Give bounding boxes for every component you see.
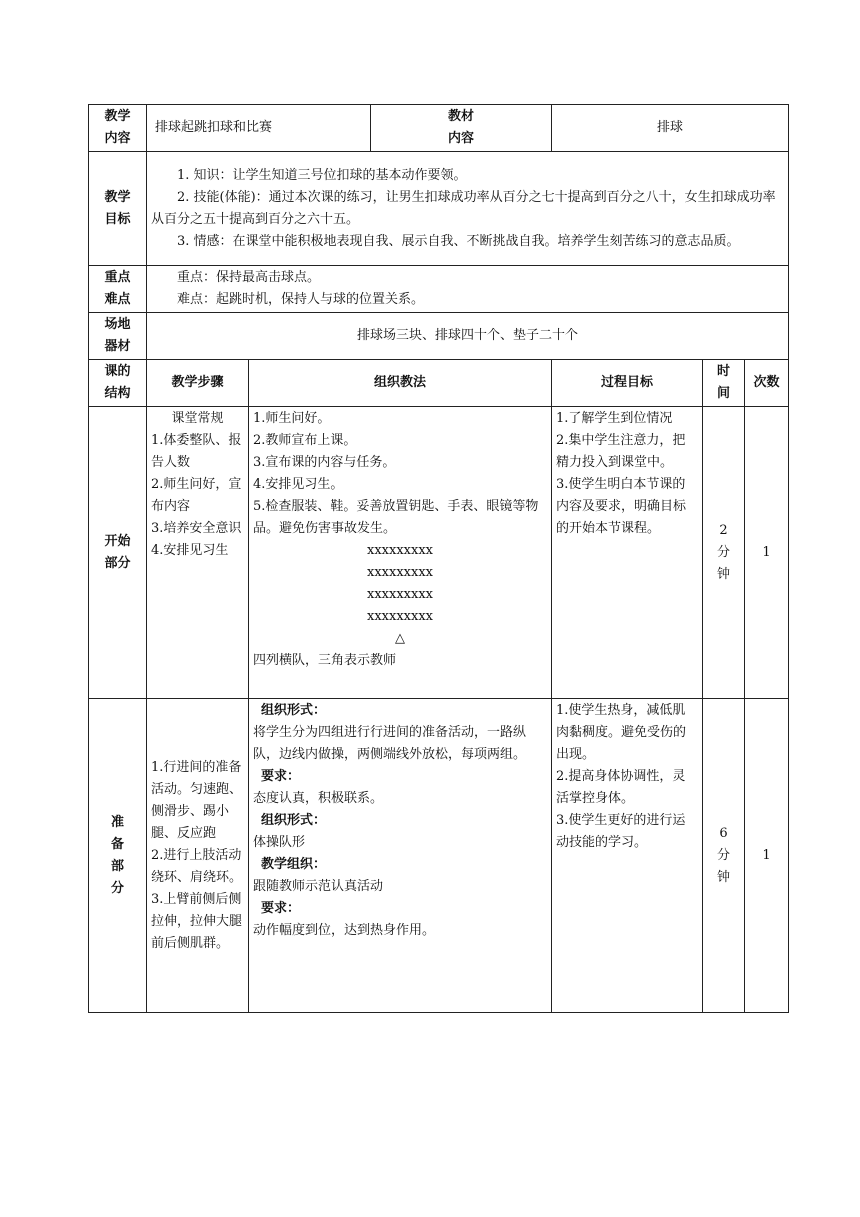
lesson-plan-table	[88, 104, 789, 1013]
material-label: 教材 内容	[371, 105, 552, 152]
section-name: 准 备 部 分	[89, 699, 147, 1013]
goal-item: 3. 情感：在课堂中能积极地表现自我、展示自我、不断挑战自我。培养学生刻苦练习的意志品质。	[177, 233, 740, 249]
row-key-points	[89, 266, 789, 313]
col-time: 时 间	[703, 360, 745, 407]
section-time: 2 分 钟	[703, 407, 745, 699]
objective-item: 1.了解学生到位情况	[556, 411, 673, 426]
method-text: 将学生分为四组进行行进间的准备活动，一路纵队，边线内做操，两侧端线外放松，每项两组。	[253, 725, 527, 762]
venue-value: 排球场三块、排球四十个、垫子二十个	[147, 313, 789, 360]
section-count: 1	[745, 407, 789, 699]
step-item: 1.行进间的准备活动。匀速跑、侧滑步、踢小腿、反应跑	[151, 759, 243, 841]
section-method	[249, 407, 552, 699]
objective-item: 2.提高身体协调性，灵活掌控身体。	[556, 769, 686, 806]
step-item: 4.安排见习生	[151, 543, 229, 558]
method-heading: 组织形式：	[261, 813, 327, 828]
method-item: 3.宣布课的内容与任务。	[253, 455, 396, 470]
col-steps: 教学步骤	[147, 360, 249, 407]
col-structure: 课的 结构	[89, 360, 147, 407]
method-text: 态度认真，积极联系。	[253, 791, 384, 806]
formation-row: xxxxxxxxx	[367, 609, 433, 624]
objective-item: 3.使学生更好的进行运动技能的学习。	[556, 813, 686, 850]
formation-row: xxxxxxxxx	[367, 565, 433, 580]
objective-item: 3.使学生明白本节课的内容及要求，明确目标的开始本节课程。	[556, 477, 687, 536]
formation-diagram	[253, 540, 547, 650]
venue-label: 场地 器材	[89, 313, 147, 360]
content-value: 排球起跳扣球和比赛	[147, 105, 371, 152]
row-venue	[89, 313, 789, 360]
step-item: 2.师生问好，宣布内容	[151, 477, 242, 514]
section-name: 开始 部分	[89, 407, 147, 699]
col-objective: 过程目标	[552, 360, 703, 407]
method-text: 体操队形	[253, 835, 306, 850]
goal-item: 1. 知识：让学生知道三号位扣球的基本动作要领。	[177, 167, 467, 183]
formation-row: xxxxxxxxx	[367, 543, 433, 558]
section-objectives	[552, 407, 703, 699]
method-item: 5.检查服装、鞋。妥善放置钥匙、手表、眼镜等物品。避免伤害事故发生。	[253, 499, 539, 536]
method-heading: 要求：	[261, 769, 301, 784]
method-item: 1.师生问好。	[253, 411, 331, 426]
method-heading: 组织形式：	[261, 703, 327, 718]
objective-item: 2.集中学生注意力，把精力投入到课堂中。	[556, 433, 686, 470]
objective-item: 1.使学生热身，减低肌肉黏稠度。避免受伤的出现。	[556, 703, 687, 762]
material-value: 排球	[552, 105, 789, 152]
row-content	[89, 105, 789, 152]
method-heading: 教学组织：	[261, 857, 327, 872]
step-item: 3.培养安全意识	[151, 521, 242, 536]
step-item: 2.进行上肢活动 绕环、肩绕环。	[151, 847, 243, 885]
goals-content	[147, 152, 789, 266]
section-count: 1	[745, 699, 789, 1013]
goals-label: 教学 目标	[89, 152, 147, 266]
teacher-triangle: △	[395, 631, 405, 646]
method-item: 2.教师宣布上课。	[253, 433, 357, 448]
section-steps	[147, 699, 249, 1013]
row-goals	[89, 152, 789, 266]
key-points-content	[147, 266, 789, 313]
method-item: 4.安排见习生。	[253, 477, 344, 492]
row-warmup-section	[89, 699, 789, 1013]
key-points-label: 重点 难点	[89, 266, 147, 313]
section-method	[249, 699, 552, 1013]
formation-note: 四列横队，三角表示教师	[253, 653, 397, 668]
method-heading: 要求：	[261, 901, 301, 916]
content-label: 教学 内容	[89, 105, 147, 152]
section-steps	[147, 407, 249, 699]
row-column-headers	[89, 360, 789, 407]
key-point-item: 难点：起跳时机，保持人与球的位置关系。	[177, 292, 425, 307]
col-method: 组织教法	[249, 360, 552, 407]
col-count: 次数	[745, 360, 789, 407]
section-time: 6 分 钟	[703, 699, 745, 1013]
key-point-item: 重点：保持最高击球点。	[177, 270, 321, 285]
step-item: 课堂常规	[171, 411, 224, 426]
section-objectives	[552, 699, 703, 1013]
step-item: 3.上臂前侧后侧拉伸，拉伸大腿前后侧肌群。	[151, 891, 243, 951]
method-text: 跟随教师示范认真活动	[253, 879, 384, 894]
goal-item: 2. 技能(体能)：通过本次课的练习，让男生扣球成功率从百分之七十提高到百分之八十，女生扣球成功率从百分之五十提高到百分之六十五。	[151, 189, 776, 227]
method-text: 动作幅度到位，达到热身作用。	[253, 923, 436, 938]
row-start-section	[89, 407, 789, 699]
formation-row: xxxxxxxxx	[367, 587, 433, 602]
step-item: 1.体委整队、报告人数	[151, 433, 242, 470]
